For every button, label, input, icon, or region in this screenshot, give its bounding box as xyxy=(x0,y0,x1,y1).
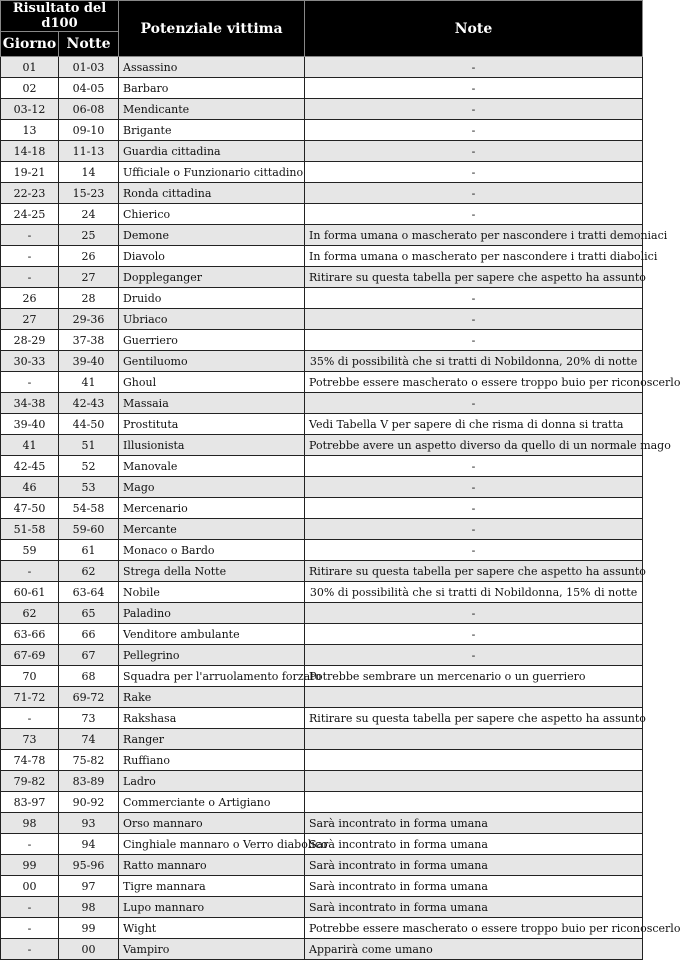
note-cell: - xyxy=(305,645,643,666)
victim-cell: Ratto mannaro xyxy=(119,855,305,876)
note-cell: Potrebbe essere mascherato o essere troppo buio per riconoscerlo xyxy=(305,372,643,393)
table-row xyxy=(1,645,643,666)
victim-cell: Mendicante xyxy=(119,99,305,120)
note-cell: - xyxy=(305,309,643,330)
victim-cell: Mago xyxy=(119,477,305,498)
day-cell: 27 xyxy=(1,309,59,330)
day-cell: 98 xyxy=(1,813,59,834)
notes-header: Note xyxy=(305,1,643,57)
night-cell: 65 xyxy=(59,603,119,624)
note-cell xyxy=(305,687,643,708)
table-row xyxy=(1,435,643,456)
victim-cell: Guardia cittadina xyxy=(119,141,305,162)
table-row xyxy=(1,729,643,750)
night-cell: 28 xyxy=(59,288,119,309)
table-body xyxy=(1,57,680,960)
victim-cell: Monaco o Bardo xyxy=(119,540,305,561)
victim-cell: Brigante xyxy=(119,120,305,141)
night-cell: 66 xyxy=(59,624,119,645)
table-row xyxy=(1,78,643,99)
note-cell: - xyxy=(305,540,643,561)
night-cell: 15-23 xyxy=(59,183,119,204)
table-row xyxy=(1,204,643,225)
victim-cell: Strega della Notte xyxy=(119,561,305,582)
victim-cell: Ghoul xyxy=(119,372,305,393)
day-cell: 99 xyxy=(1,855,59,876)
day-cell: 39-40 xyxy=(1,414,59,435)
victim-cell: Ranger xyxy=(119,729,305,750)
day-cell: 34-38 xyxy=(1,393,59,414)
night-cell: 04-05 xyxy=(59,78,119,99)
day-cell: 67-69 xyxy=(1,645,59,666)
note-cell: Ritirare su questa tabella per sapere che aspetto ha assunto xyxy=(305,708,643,729)
note-cell: Potrebbe essere mascherato o essere troppo buio per riconoscerlo xyxy=(305,918,643,939)
note-cell: - xyxy=(305,330,643,351)
note-cell: Vedi Tabella V per sapere di che risma di donna si tratta xyxy=(305,414,643,435)
table-row xyxy=(1,687,643,708)
day-cell: - xyxy=(1,372,59,393)
day-cell: - xyxy=(1,225,59,246)
note-cell: - xyxy=(305,183,643,204)
day-cell: 83-97 xyxy=(1,792,59,813)
note-cell: Sarà incontrato in forma umana xyxy=(305,813,643,834)
victim-cell: Doppleganger xyxy=(119,267,305,288)
table-row xyxy=(1,666,643,687)
day-cell: 70 xyxy=(1,666,59,687)
night-cell: 14 xyxy=(59,162,119,183)
night-cell: 59-60 xyxy=(59,519,119,540)
day-cell: - xyxy=(1,267,59,288)
night-cell: 25 xyxy=(59,225,119,246)
table-row xyxy=(1,855,643,876)
night-cell: 95-96 xyxy=(59,855,119,876)
table-row xyxy=(1,246,643,267)
night-cell: 93 xyxy=(59,813,119,834)
victim-cell: Guerriero xyxy=(119,330,305,351)
table-row xyxy=(1,288,643,309)
night-cell: 54-58 xyxy=(59,498,119,519)
table-row xyxy=(1,582,643,603)
day-cell: 59 xyxy=(1,540,59,561)
night-cell: 42-43 xyxy=(59,393,119,414)
victim-cell: Ufficiale o Funzionario cittadino xyxy=(119,162,305,183)
table-row xyxy=(1,225,643,246)
table-row xyxy=(1,624,643,645)
day-cell: - xyxy=(1,939,59,960)
victim-cell: Squadra per l'arruolamento forzato xyxy=(119,666,305,687)
day-cell: 02 xyxy=(1,78,59,99)
day-cell: 30-33 xyxy=(1,351,59,372)
victim-cell: Assassino xyxy=(119,57,305,78)
victim-cell: Rakshasa xyxy=(119,708,305,729)
note-cell: 35% di possibilità che si tratti di Nobildonna, 20% di notte xyxy=(305,351,643,372)
day-cell: 19-21 xyxy=(1,162,59,183)
night-cell: 24 xyxy=(59,204,119,225)
note-cell: - xyxy=(305,456,643,477)
victim-cell: Ronda cittadina xyxy=(119,183,305,204)
victim-cell: Rake xyxy=(119,687,305,708)
note-cell: Sarà incontrato in forma umana xyxy=(305,876,643,897)
victim-cell: Nobile xyxy=(119,582,305,603)
night-cell: 94 xyxy=(59,834,119,855)
night-cell: 53 xyxy=(59,477,119,498)
night-cell: 09-10 xyxy=(59,120,119,141)
table-header xyxy=(1,1,643,57)
victim-cell: Illusionista xyxy=(119,435,305,456)
victim-cell: Ruffiano xyxy=(119,750,305,771)
night-header: Notte xyxy=(59,32,119,57)
victim-cell: Barbaro xyxy=(119,78,305,99)
day-cell: 24-25 xyxy=(1,204,59,225)
day-cell: 71-72 xyxy=(1,687,59,708)
table-row xyxy=(1,813,643,834)
table-row xyxy=(1,540,643,561)
note-cell xyxy=(305,771,643,792)
victim-cell: Manovale xyxy=(119,456,305,477)
note-cell: - xyxy=(305,288,643,309)
table-row xyxy=(1,309,643,330)
day-cell: 79-82 xyxy=(1,771,59,792)
night-cell: 44-50 xyxy=(59,414,119,435)
table-row xyxy=(1,351,643,372)
table-row xyxy=(1,498,643,519)
table-row xyxy=(1,141,643,162)
day-cell: - xyxy=(1,246,59,267)
table-row xyxy=(1,876,643,897)
note-cell: - xyxy=(305,120,643,141)
note-cell: In forma umana o mascherato per nascondere i tratti demoniaci xyxy=(305,225,643,246)
day-cell: - xyxy=(1,561,59,582)
table-row xyxy=(1,414,643,435)
table-row xyxy=(1,393,643,414)
note-cell: Sarà incontrato in forma umana xyxy=(305,897,643,918)
note-cell: In forma umana o mascherato per nascondere i tratti diabolici xyxy=(305,246,643,267)
day-cell: 14-18 xyxy=(1,141,59,162)
table-row xyxy=(1,519,643,540)
note-cell: - xyxy=(305,78,643,99)
victim-cell: Demone xyxy=(119,225,305,246)
victim-cell: Massaia xyxy=(119,393,305,414)
note-cell: - xyxy=(305,141,643,162)
day-cell: - xyxy=(1,918,59,939)
night-cell: 75-82 xyxy=(59,750,119,771)
night-cell: 61 xyxy=(59,540,119,561)
night-cell: 06-08 xyxy=(59,99,119,120)
day-cell: 73 xyxy=(1,729,59,750)
table-row xyxy=(1,792,643,813)
day-cell: 28-29 xyxy=(1,330,59,351)
night-cell: 98 xyxy=(59,897,119,918)
table-row xyxy=(1,330,643,351)
night-cell: 74 xyxy=(59,729,119,750)
day-cell: 51-58 xyxy=(1,519,59,540)
night-cell: 29-36 xyxy=(59,309,119,330)
night-cell: 27 xyxy=(59,267,119,288)
day-cell: - xyxy=(1,834,59,855)
day-cell: 22-23 xyxy=(1,183,59,204)
day-cell: 47-50 xyxy=(1,498,59,519)
victim-cell: Cinghiale mannaro o Verro diabolico xyxy=(119,834,305,855)
day-header: Giorno xyxy=(1,32,59,57)
table-row xyxy=(1,183,643,204)
note-cell: Potrebbe avere un aspetto diverso da quello di un normale mago xyxy=(305,435,643,456)
note-cell: Sarà incontrato in forma umana xyxy=(305,834,643,855)
victim-cell: Wight xyxy=(119,918,305,939)
table-row xyxy=(1,918,643,939)
victim-cell: Pellegrino xyxy=(119,645,305,666)
table-row xyxy=(1,834,643,855)
note-cell xyxy=(305,750,643,771)
note-cell: Ritirare su questa tabella per sapere che aspetto ha assunto xyxy=(305,267,643,288)
note-cell: 30% di possibilità che si tratti di Nobildonna, 15% di notte xyxy=(305,582,643,603)
table-row xyxy=(1,120,643,141)
table-row xyxy=(1,477,643,498)
table-row xyxy=(1,456,643,477)
note-cell: - xyxy=(305,603,643,624)
note-cell: - xyxy=(305,99,643,120)
note-cell: - xyxy=(305,519,643,540)
day-cell: 42-45 xyxy=(1,456,59,477)
note-cell: Sarà incontrato in forma umana xyxy=(305,855,643,876)
note-cell: - xyxy=(305,393,643,414)
day-cell: 46 xyxy=(1,477,59,498)
note-cell: Potrebbe sembrare un mercenario o un guerriero xyxy=(305,666,643,687)
night-cell: 01-03 xyxy=(59,57,119,78)
night-cell: 00 xyxy=(59,939,119,960)
night-cell: 39-40 xyxy=(59,351,119,372)
table-row xyxy=(1,750,643,771)
night-cell: 90-92 xyxy=(59,792,119,813)
day-cell: 00 xyxy=(1,876,59,897)
night-cell: 51 xyxy=(59,435,119,456)
day-cell: 13 xyxy=(1,120,59,141)
victim-cell: Paladino xyxy=(119,603,305,624)
victim-cell: Ubriaco xyxy=(119,309,305,330)
victim-cell: Prostituta xyxy=(119,414,305,435)
victim-cell: Druido xyxy=(119,288,305,309)
table-row xyxy=(1,708,643,729)
victim-cell: Diavolo xyxy=(119,246,305,267)
table-row xyxy=(1,267,643,288)
note-cell: - xyxy=(305,204,643,225)
night-cell: 52 xyxy=(59,456,119,477)
night-cell: 69-72 xyxy=(59,687,119,708)
night-cell: 26 xyxy=(59,246,119,267)
night-cell: 37-38 xyxy=(59,330,119,351)
victim-cell: Tigre mannara xyxy=(119,876,305,897)
note-cell: - xyxy=(305,477,643,498)
day-cell: 26 xyxy=(1,288,59,309)
note-cell xyxy=(305,792,643,813)
victim-cell: Gentiluomo xyxy=(119,351,305,372)
day-cell: 62 xyxy=(1,603,59,624)
night-cell: 41 xyxy=(59,372,119,393)
victim-cell: Ladro xyxy=(119,771,305,792)
victim-cell: Commerciante o Artigiano xyxy=(119,792,305,813)
day-cell: 74-78 xyxy=(1,750,59,771)
victim-cell: Mercenario xyxy=(119,498,305,519)
victim-header: Potenziale vittima xyxy=(119,1,305,57)
victim-cell: Lupo mannaro xyxy=(119,897,305,918)
note-cell: Apparirà come umano xyxy=(305,939,643,960)
victim-cell: Mercante xyxy=(119,519,305,540)
night-cell: 63-64 xyxy=(59,582,119,603)
day-cell: - xyxy=(1,708,59,729)
victim-cell: Venditore ambulante xyxy=(119,624,305,645)
night-cell: 83-89 xyxy=(59,771,119,792)
night-cell: 11-13 xyxy=(59,141,119,162)
table-row xyxy=(1,57,643,78)
day-cell: 01 xyxy=(1,57,59,78)
note-cell: - xyxy=(305,498,643,519)
night-cell: 67 xyxy=(59,645,119,666)
victim-cell: Chierico xyxy=(119,204,305,225)
note-cell: - xyxy=(305,624,643,645)
night-cell: 99 xyxy=(59,918,119,939)
note-cell: - xyxy=(305,162,643,183)
day-cell: 63-66 xyxy=(1,624,59,645)
table-row xyxy=(1,372,643,393)
table-row xyxy=(1,561,643,582)
note-cell xyxy=(305,729,643,750)
day-cell: 41 xyxy=(1,435,59,456)
note-cell: - xyxy=(305,57,643,78)
day-cell: - xyxy=(1,897,59,918)
table-row xyxy=(1,897,643,918)
table-row xyxy=(1,603,643,624)
night-cell: 62 xyxy=(59,561,119,582)
note-cell: Ritirare su questa tabella per sapere che aspetto ha assunto xyxy=(305,561,643,582)
table-row xyxy=(1,162,643,183)
table-row xyxy=(1,771,643,792)
d100-result-header: Risultato del d100 xyxy=(1,1,119,32)
table-row xyxy=(1,939,643,960)
night-cell: 68 xyxy=(59,666,119,687)
night-cell: 73 xyxy=(59,708,119,729)
day-cell: 60-61 xyxy=(1,582,59,603)
night-cell: 97 xyxy=(59,876,119,897)
victim-cell: Vampiro xyxy=(119,939,305,960)
table-row xyxy=(1,99,643,120)
day-cell: 03-12 xyxy=(1,99,59,120)
victim-cell: Orso mannaro xyxy=(119,813,305,834)
